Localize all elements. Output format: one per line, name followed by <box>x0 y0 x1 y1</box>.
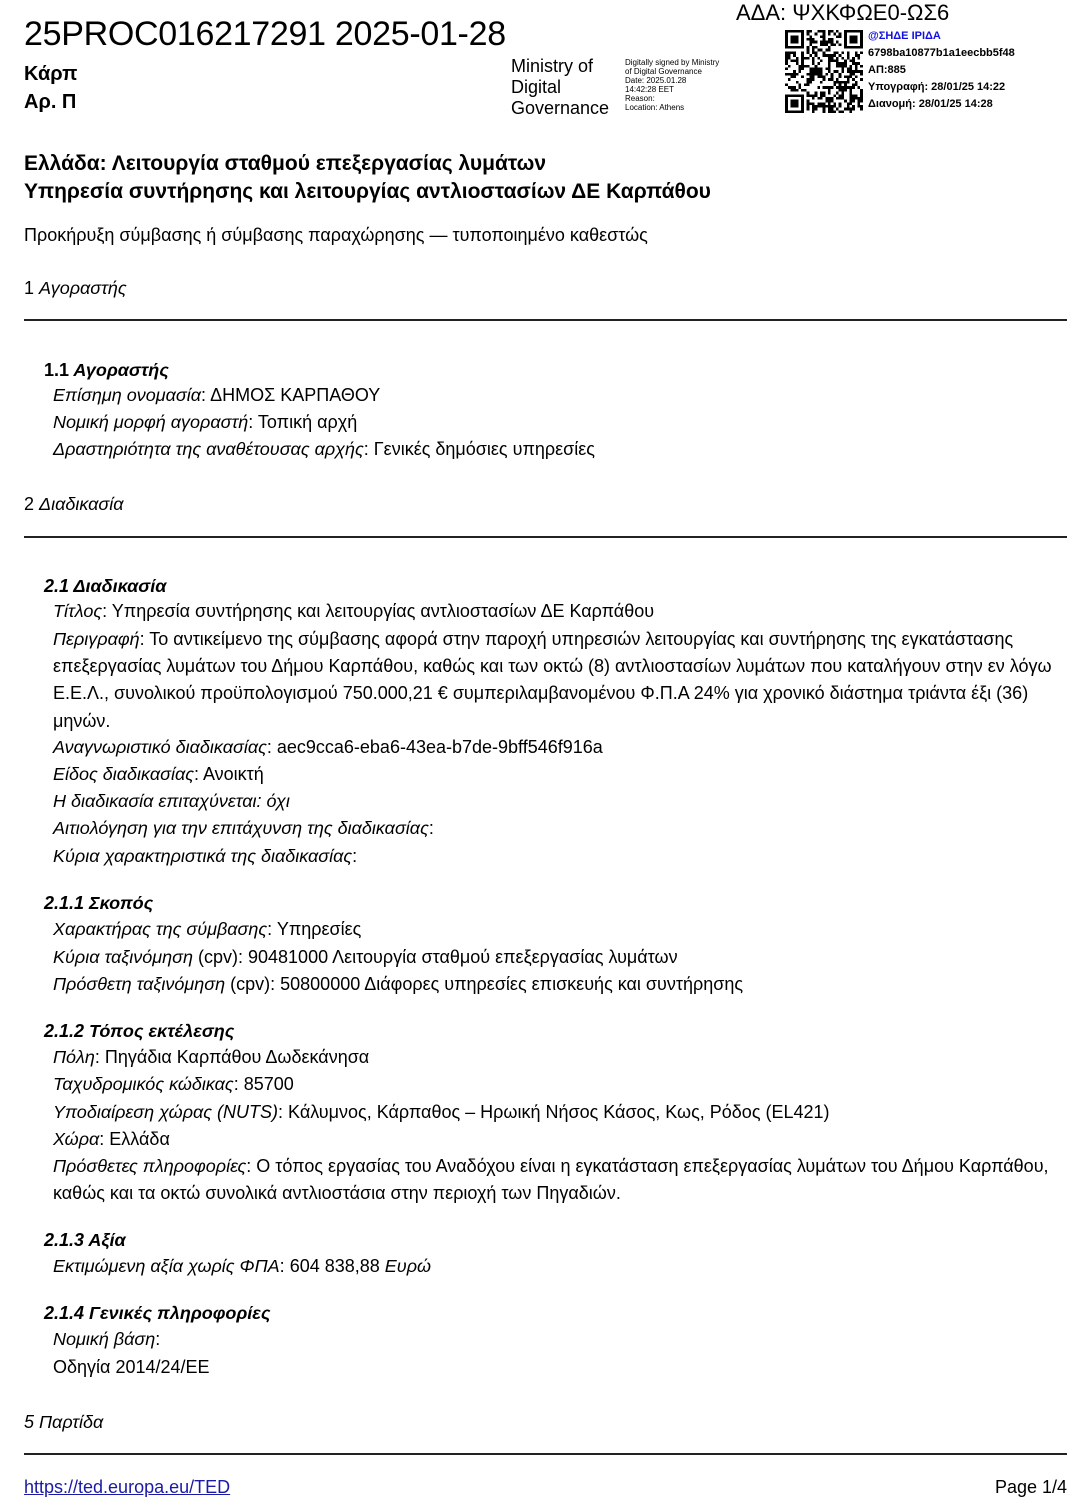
field-label: Κύρια ταξινόμηση <box>53 947 193 967</box>
field-label: Επίσημη ονομασία <box>53 385 202 405</box>
signature-line: Reason: <box>625 94 655 103</box>
section-1-heading <box>24 276 127 300</box>
field-value: 604 838,88 <box>289 1256 380 1276</box>
section-divider <box>24 319 1067 321</box>
estimated-value-field: Εκτιμώμενη αξία χωρίς ΦΠΑ: 604 838,88 Ευρώ <box>53 1256 432 1276</box>
subsection-number: 1.1 <box>44 360 70 380</box>
country-field: Χώρα: Ελλάδα <box>53 1129 170 1149</box>
qr-code-icon <box>785 30 863 113</box>
subsection-2-1-4-heading: 2.1.4 Γενικές πληροφορίες <box>44 1303 271 1323</box>
field-value: Τοπική αρχή <box>257 412 358 432</box>
city-field: Πόλη: Πηγάδια Καρπάθου Δωδεκάνησα <box>53 1047 370 1067</box>
signature-line: Date: 2025.01.28 <box>625 76 687 85</box>
field-label: Ταχυδρομικός κώδικας <box>53 1074 234 1094</box>
field-label: Πόλη <box>53 1047 95 1067</box>
section-label: Διαδικασία <box>39 494 124 514</box>
field-label: Δραστηριότητα της αναθέτουσας αρχής <box>53 439 364 459</box>
digital-signature-details <box>625 58 719 112</box>
procedure-identifier-field: Αναγνωριστικό διαδικασίας: aec9cca6-eba6-43ea-b7de-9bff546f916a <box>53 737 603 757</box>
section-2-heading <box>24 492 124 516</box>
field-label: Η διαδικασία επιταχύνεται <box>53 791 257 811</box>
ada-code: ΑΔΑ: ΨΧΚΦΩΕ0-ΩΣ6 <box>736 0 950 25</box>
iris-signature-date: Υπογραφή: 28/01/25 14:22 <box>868 81 1006 93</box>
section-number: 2 <box>24 494 35 514</box>
contract-nature-field: Χαρακτήρας της σύμβασης: Υπηρεσίες <box>53 919 362 939</box>
procedure-id-stamp: 25PROC016217291 2025-01-28 <box>24 15 506 53</box>
nuts-field: Υποδιαίρεση χώρας (NUTS): Κάλυμνος, Κάρπαθος – Ηρωική Νήσος Κάσος, Κως, Ρόδος (EL421) <box>53 1102 830 1122</box>
signature-line: Digitally signed by Ministry <box>625 58 720 67</box>
field-value: Το αντικείμενο της σύμβασης αφορά στην παροχή υπηρεσιών λειτουργίας και συντήρησης της εγκατάστασης επεξεργασίας λυμάτων του Δήμου Καρπάθου, καθώς και των οκτώ (8) αντλιοστασίων λυμάτων που καταλήγουν στην εν λόγω Ε.Ε.Λ., συνολικού προϋπολογισμού 750.000,21 € συμπεριλαμβανομένου Φ.Π.Α 24% για χρονικό διάστημα τριάντα έξι (36) μηνών. <box>53 629 1052 731</box>
field-value: Ελλάδα <box>109 1129 170 1149</box>
field-value: Ανοικτή <box>202 764 264 784</box>
underlying-protocol-text: Αρ. Π <box>24 91 77 113</box>
legal-basis-field: Νομική βάση: <box>53 1329 161 1349</box>
currency: Ευρώ <box>384 1256 432 1276</box>
subsection-2-1-1-heading: 2.1.1 Σκοπός <box>44 893 154 913</box>
field-label: Αιτιολόγηση για την επιτάχυνση της διαδικασίας <box>53 818 429 838</box>
activity-field: Δραστηριότητα της αναθέτουσας αρχής: Γενικές δημόσιες υπηρεσίες <box>53 439 595 459</box>
subsection-2-1-3-heading: 2.1.3 Αξία <box>44 1230 126 1250</box>
underlying-municipality-text: Κάρπ <box>24 63 78 85</box>
subsection-2-1-2-heading: 2.1.2 Τόπος εκτέλεσης <box>44 1021 235 1041</box>
field-value: Κάλυμνος, Κάρπαθος – Ηρωική Νήσος Κάσος, Κως, Ρόδος (EL421) <box>288 1102 830 1122</box>
field-value: Ο τόπος εργασίας του Αναδόχου είναι η εγκατάσταση επεξεργασίας λυμάτων του Δήμου Καρπάθου, καθώς και τα οκτώ συνολικά αντλιοστάσια στην περιοχή των Πηγαδιών. <box>53 1156 1049 1204</box>
legal-basis-value: Οδηγία 2014/24/ΕΕ <box>53 1357 210 1377</box>
acceleration-reason-field: Αιτιολόγηση για την επιτάχυνση της διαδικασίας: <box>53 818 434 838</box>
iris-distribution-date: Διανομή: 28/01/25 14:28 <box>868 98 993 110</box>
field-value: aec9cca6-eba6-43ea-b7de-9bff546f916a <box>276 737 603 757</box>
subsection-1-1-heading <box>44 358 169 382</box>
signature-line: of Digital Governance <box>625 67 702 76</box>
subsection-label: Αγοραστής <box>73 360 169 380</box>
section-number: 1 <box>24 278 35 298</box>
accelerated-field: Η διαδικασία επιταχύνεται: όχι <box>53 791 290 811</box>
field-label: Τίτλος <box>53 601 103 621</box>
field-label: Υποδιαίρεση χώρας (NUTS) <box>53 1102 279 1122</box>
title-line: Υπηρεσία συντήρησης και λειτουργίας αντλιοστασίων ΔΕ Καρπάθου <box>24 180 711 203</box>
field-value: Πηγάδια Καρπάθου Δωδεκάνησα <box>104 1047 370 1067</box>
legal-form-field: Νομική μορφή αγοραστή: Τοπική αρχή <box>53 412 358 432</box>
section-divider <box>24 536 1067 538</box>
additional-info-field: Πρόσθετες πληροφορίες: Ο τόπος εργασίας του Αναδόχου είναι η εγκατάσταση επεξεργασίας λυμάτων του Δήμου Καρπάθου, καθώς και τα οκτώ συνολικά αντλιοστάσια στην περιοχή των Πηγαδιών. <box>53 1156 1049 1204</box>
field-label: Νομική μορφή αγοραστή <box>53 412 249 432</box>
field-label: Χαρακτήρας της σύμβασης <box>53 919 268 939</box>
iris-stamp <box>868 28 1015 113</box>
field-label: Κύρια χαρακτηριστικά της διαδικασίας <box>53 846 353 866</box>
field-value: Υπηρεσία συντήρησης και λειτουργίας αντλιοστασίων ΔΕ Καρπάθου <box>111 601 655 621</box>
signature-line: Location: Athens <box>625 103 685 112</box>
field-value: 85700 <box>243 1074 294 1094</box>
section-label: Αγοραστής <box>39 278 127 298</box>
subsection-2-1-heading: 2.1 Διαδικασία <box>44 576 167 596</box>
field-value: όχι <box>266 791 290 811</box>
field-label: Νομική βάση <box>53 1329 156 1349</box>
notice-type: Προκήρυξη σύμβασης ή σύμβασης παραχώρησης — τυποποιημένο καθεστώς <box>24 225 648 245</box>
procedure-type-field: Είδος διαδικασίας: Ανοικτή <box>53 764 264 784</box>
signer-name: Ministry of Digital Governance <box>511 56 610 118</box>
section-5-heading: 5 Παρτίδα <box>24 1412 104 1432</box>
signature-line: 14:42:28 EET <box>625 85 674 94</box>
field-label: Περιγραφή <box>53 629 140 649</box>
postcode-field: Ταχυδρομικός κώδικας: 85700 <box>53 1074 294 1094</box>
section-divider <box>24 1453 1067 1455</box>
additional-cpv-field <box>53 971 1053 998</box>
field-value: (cpv): 90481000 Λειτουργία σταθμού επεξεργασίας λυμάτων <box>198 947 678 967</box>
field-value: Γενικές δημόσιες υπηρεσίες <box>373 439 595 459</box>
iris-protocol: ΑΠ:885 <box>868 64 906 76</box>
field-value: ΔΗΜΟΣ ΚΑΡΠΑΘΟΥ <box>210 385 381 405</box>
field-label: Αναγνωριστικό διαδικασίας <box>53 737 267 757</box>
description-field: Περιγραφή: Το αντικείμενο της σύμβασης αφορά στην παροχή υπηρεσιών λειτουργίας και συντήρησης της εγκατάστασης επεξεργασίας λυμάτων του Δήμου Καρπάθου, καθώς και των οκτώ (8) αντλιοστασίων λυμάτων που καταλήγουν στην εν λόγω Ε.Ε.Λ., συνολικού προϋπολογισμού 750.000,21 € συμπεριλαμβανομένου Φ.Π.Α 24% για χρονικό διάστημα τριάντα έξι (36) μηνών. <box>53 629 1052 731</box>
title-field: Τίτλος: Υπηρεσία συντήρησης και λειτουργίας αντλιοστασίων ΔΕ Καρπάθου <box>53 601 655 621</box>
field-label: Χώρα <box>53 1129 100 1149</box>
field-value: (cpv): 50800000 Διάφορες υπηρεσίες επισκευής και συντήρησης <box>230 974 744 994</box>
page-indicator: Page 1/4 <box>994 1477 1067 1497</box>
document-title <box>24 150 711 206</box>
field-label: Πρόσθετες πληροφορίες <box>53 1156 247 1176</box>
field-value: Υπηρεσίες <box>276 919 362 939</box>
iris-hash: 6798ba10877b1a1eecbb5f48 <box>868 47 1015 59</box>
field-label: Είδος διαδικασίας <box>53 764 194 784</box>
iris-system-label: @ΣΗΔΕ ΙΡΙΔΑ <box>868 30 941 42</box>
field-label: Πρόσθετη ταξινόμηση <box>53 974 226 994</box>
main-cpv-field <box>53 944 1053 971</box>
main-features-field: Κύρια χαρακτηριστικά της διαδικασίας: <box>53 846 358 866</box>
official-name-field: Επίσημη ονομασία: ΔΗΜΟΣ ΚΑΡΠΑΘΟΥ <box>53 385 381 405</box>
ted-link[interactable]: https://ted.europa.eu/TED <box>24 1477 231 1497</box>
field-label: Εκτιμώμενη αξία χωρίς ΦΠΑ <box>53 1256 280 1276</box>
qr-modules <box>785 30 863 113</box>
title-line: Ελλάδα: Λειτουργία σταθμού επεξεργασίας λυμάτων <box>24 152 547 175</box>
